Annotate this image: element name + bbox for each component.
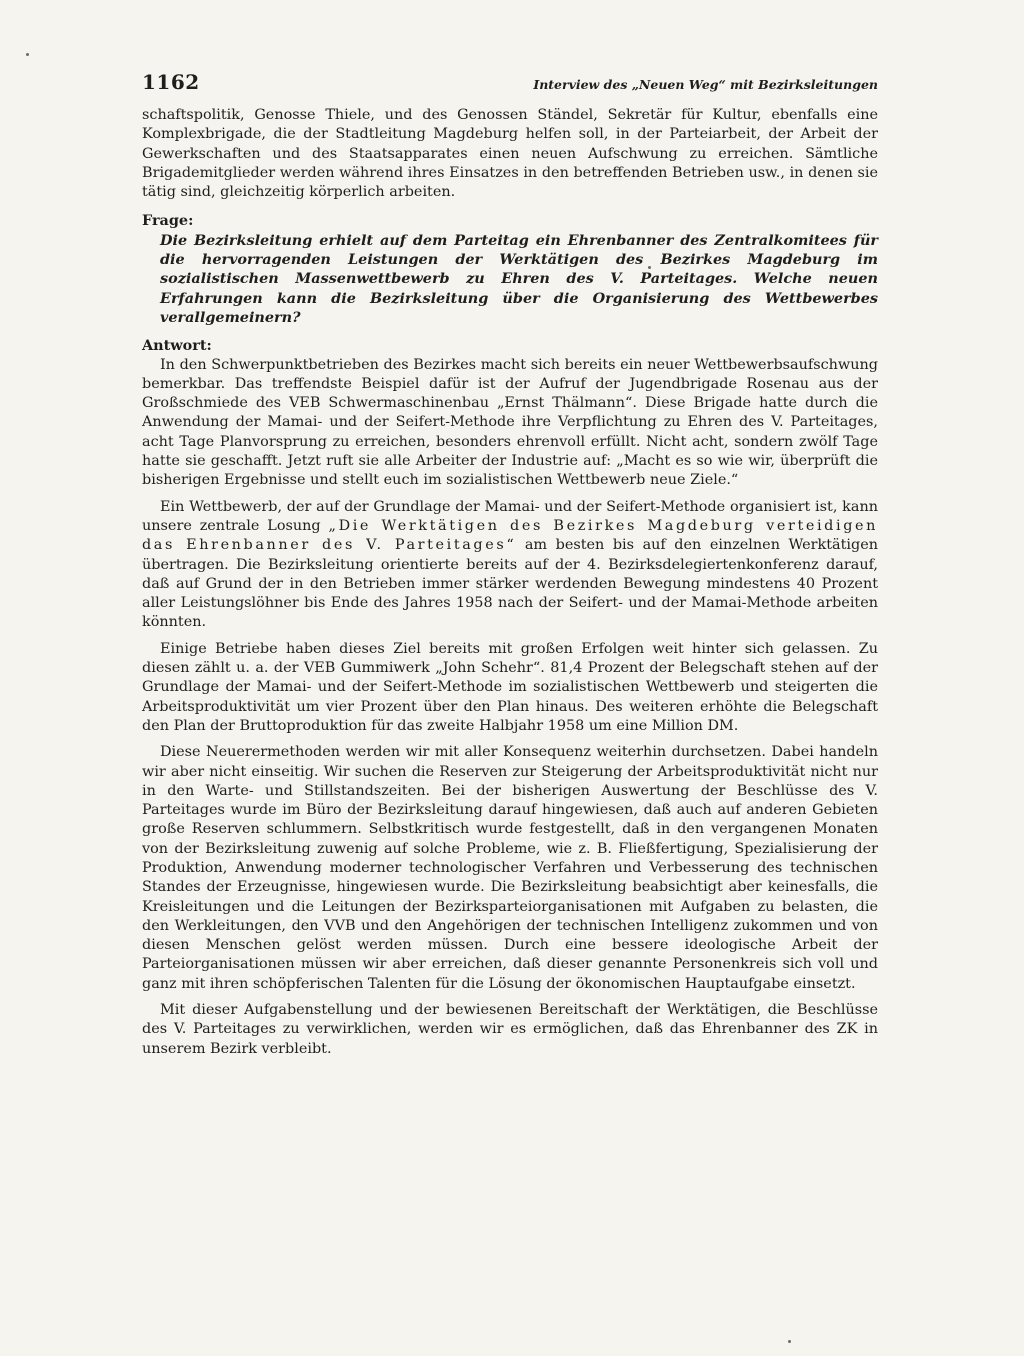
paragraph-2-lead: Ein Wettbewerb, der auf der Grundlage der Mamai- und der Seifert-Methode organisiert ist, kann unsere zentrale Losung: [142, 498, 878, 534]
answer-paragraph-1: In den Schwerpunktbetrieben des Bezirkes macht sich bereits ein neuer Wettbewerbsaufschwung bemerkbar. Das treffendste Beispiel dafür ist der Aufruf der Jugendbrigade Rosenau aus der Großschmiede des VEB Schwermaschinenbau „Ernst Thälmann“. Diese Brigade hatte durch die Anwendung der Mamai- und der Seifert-Methode ihre Verpflichtung zu Ehren des V. Parteitages, acht Tage Planvorsprung zu erreichen, besonders ehrenvoll erfüllt. Nicht acht, sondern zwölf Tage hatte sie geschafft. Jetzt ruft sie alle Arbeiter der Industrie auf: „Macht es so wie wir, überprüft die bisherigen Ergebnisse und stellt euch im sozialistischen Wettbewerb neue Ziele.“: [142, 356, 878, 489]
question-label: Frage:: [142, 212, 194, 230]
answer-label: Antwort:: [142, 337, 212, 355]
running-title: Interview des „Neuen Weg“ mit Bezirksleitungen: [533, 77, 878, 92]
answer-paragraph-4: Diese Neuerermethoden werden wir mit aller Konsequenz weiterhin durchsetzen. Dabei handeln wir aber nicht einseitig. Wir suchen die Reserven zur Steigerung der Arbeitsproduktivität nicht nur in den Warte- und Stillstandszeiten. Bei der bisherigen Auswertung der Beschlüsse des V. Parteitages wurde im Büro der Bezirksleitung darauf hingewiesen, daß auch auf anderen Gebieten große Reserven schlummern. Selbstkritisch wurde festgestellt, daß in den vergangenen Monaten von der Bezirksleitung zuwenig auf solche Probleme, wie z. B. Fließfertigung, Spezialisierung der Produktion, Anwendung moderner technologischer Verfahren und Verbesserung des technischen Standes der Erzeugnisse, hingewiesen wurde. Die Bezirksleitung beabsichtigt aber keinesfalls, die Kreisleitungen und die Leitungen der Bezirksparteiorganisationen mit Aufgaben zu belasten, die den Werkleitungen, den VVB und den Angehörigen der technischen Intelligenz zukommen und von diesen Menschen gelöst werden müssen. Durch eine bessere ideologische Arbeit der Parteiorganisationen müssen wir aber erreichen, daß dieser genannte Personenkreis sich voll und ganz mit ihren schöpferischen Talenten für die Lösung der ökonomischen Hauptaufgabe einsetzt.: [142, 744, 878, 992]
document-page: [142, 70, 878, 1059]
page-header: [142, 70, 878, 94]
question-text: Die Bezirksleitung erhielt auf dem Parteitag ein Ehrenbanner des Zentralkomitees für die hervorragenden Leistungen der Werktätigen des Bezirkes Magdeburg im sozialistischen Massenwettbewerb zu Ehren des V. Parteitages. Welche neuen Erfahrungen kann die Bezirksleitung über die Organisierung des Wettbewerbes verallgemeinern?: [160, 231, 878, 326]
paragraph-2-rest: am besten bis auf den einzelnen Werktätigen übertragen. Die Bezirksleitung orientierte bereits auf der 4. Bezirksdelegiertenkonferenz darauf, daß auf Grund der in den Betrieben immer stärker werdenden Bewegung mindestens 40 Prozent aller Leistungslöhner bis Ende des Jahres 1958 nach der Seifert- und der Mamai-Methode arbeiten könnten.: [142, 537, 878, 631]
answer-paragraph-5: Mit dieser Aufgabenstellung und der bewiesenen Bereitschaft der Werktätigen, die Beschlüsse des V. Parteitages zu verwirklichen, werden wir es ermöglichen, daß das Ehrenbanner des ZK in unserem Bezirk verbleibt.: [142, 1002, 878, 1057]
answer-paragraph-3: Einige Betriebe haben dieses Ziel bereits mit großen Erfolgen weit hinter sich gelassen. Zu diesen zählt u. a. der VEB Gummiwerk „John Schehr“. 81,4 Prozent der Belegschaft stehen auf der Grundlage der Mamai- und der Seifert-Methode im sozialistischen Wettbewerb und steigerten die Arbeitsproduktivität um vier Prozent über den Plan hinaus. Des weiteren erhöhte die Belegschaft den Plan der Bruttoproduktion für das zweite Halbjahr 1958 um eine Million DM.: [142, 640, 878, 734]
intro-paragraph: schaftspolitik, Genosse Thiele, und des Genossen Ständel, Sekretär für Kultur, ebenfalls eine Komplexbrigade, die der Stadtleitung Magdeburg helfen soll, in der Parteiarbeit, der Arbeit der Gewerkschaften und des Staatsapparates einen neuen Aufschwung zu erreichen. Sämtliche Brigademitglieder werden während ihres Einsatzes in den betreffenden Betrieben usw., in denen sie tätig sind, gleichzeitig körperlich arbeiten.: [142, 107, 878, 201]
answer-paragraph-2: [142, 498, 878, 633]
page-number: 1162: [142, 70, 200, 94]
body-text: [142, 106, 878, 1059]
slogan-text: „Die Werktätigen des Bezirkes Magdeburg verteidigen das Ehrenbanner des V. Parteitages“: [142, 517, 878, 554]
scan-speck: [26, 53, 29, 56]
scan-speck: [788, 1340, 791, 1343]
